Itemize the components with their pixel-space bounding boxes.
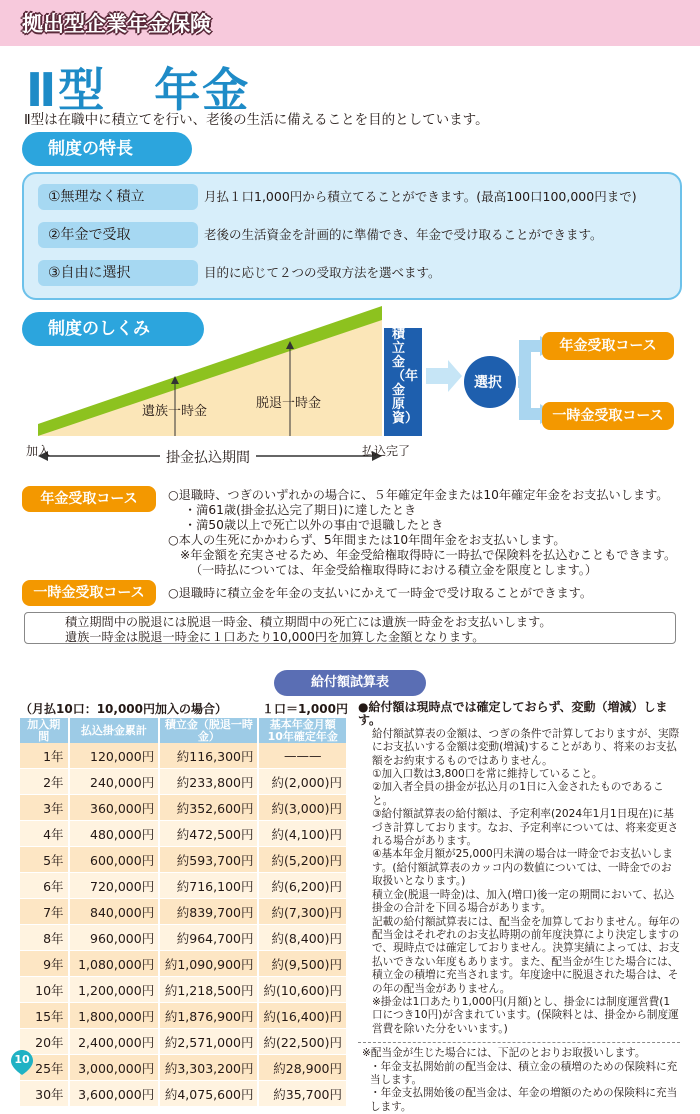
- pension-line-4: ○本人の生死にかかわらず、5年間または10年間年金をお支払いします。: [168, 533, 566, 547]
- lead-text: Ⅱ型は在職中に積立てを行い、老後の生活に備えることを目的としています。: [24, 112, 489, 128]
- feature-label-1: ①無理なく積立: [38, 184, 198, 210]
- table-cell: 約1,090,900円: [159, 951, 258, 977]
- table-cell: 約(5,200)円: [258, 847, 347, 873]
- table-header-row: [20, 718, 347, 743]
- table-cell: 約(2,000)円: [258, 769, 347, 795]
- table-cell: 1,200,000円: [69, 977, 160, 1003]
- header-pension: 基本年金月額10年確定年金: [258, 718, 347, 743]
- table-cell: 約593,700円: [159, 847, 258, 873]
- table-row: [20, 1081, 347, 1107]
- table-caption-left: （月払10口：10,000円加入の場合）: [20, 702, 228, 716]
- table-cell: 1,800,000円: [69, 1003, 160, 1029]
- table-row: [20, 873, 347, 899]
- table-cell: 7年: [20, 899, 69, 925]
- pension-course-label: 年金受取コース: [22, 486, 156, 512]
- lump-course-text: ○退職時に積立金を年金の支払いにかえて一時金で受け取ることができます。: [168, 586, 593, 600]
- features-box: [22, 172, 682, 300]
- table-cell: 約(10,600)円: [258, 977, 347, 1003]
- page-title: Ⅱ型 年金: [26, 63, 251, 117]
- pension-line-1: ○退職時、つぎのいずれかの場合に、５年確定年金または10年確定年金をお支払いします。: [168, 488, 669, 502]
- table-cell: 4年: [20, 821, 69, 847]
- pension-line-6: （一時払については、年金受給権取得時における積立金を限度とします。）: [190, 563, 598, 577]
- label-complete: 払込完了: [362, 444, 411, 458]
- feature-label-3: ③自由に選択: [38, 260, 198, 286]
- notes-lines: [358, 728, 680, 1036]
- dividend-head: ※配当金が生じた場合には、下記のとおりお取扱いします。: [362, 1047, 646, 1060]
- table-row: [20, 795, 347, 821]
- table-cell: 9年: [20, 951, 69, 977]
- note-line: ③給付額試算表の給付額は、予定利率(2024年1月1日現在)に基づき計算しております。なお、予定利率については、将来変更される場合があります。: [372, 808, 679, 848]
- table-cell: 720,000円: [69, 873, 160, 899]
- dividend-line-2: ・年金支払開始後の配当金は、年金の増額のための保険料に充当します。: [370, 1087, 678, 1113]
- table-cell: 約(6,200)円: [258, 873, 347, 899]
- notice-line-2: 遺族一時金は脱退一時金に１口あたり10,000円を加算した金額となります。: [65, 630, 485, 644]
- table-cell: 2年: [20, 769, 69, 795]
- table-cell: 240,000円: [69, 769, 160, 795]
- table-row: [20, 1003, 347, 1029]
- table-cell: 約716,100円: [159, 873, 258, 899]
- table-cell: 約(22,500)円: [258, 1029, 347, 1055]
- table-cell: 約839,700円: [159, 899, 258, 925]
- header-title: 拠出型企業年金保険: [22, 12, 211, 36]
- features-section-title: 制度の特長: [22, 132, 192, 166]
- table-cell: 約28,900円: [258, 1055, 347, 1081]
- table-cell: 2,400,000円: [69, 1029, 160, 1055]
- table-cell: 約(9,500)円: [258, 951, 347, 977]
- feature-label-2: ②年金で受取: [38, 222, 198, 248]
- table-badge: 給付額試算表: [274, 670, 426, 696]
- note-line: 給付額試算表の金額は、つぎの条件で計算しておりますが、実際にお支払いする金額は変動(増減)することがあり、将来のお支払額をお約束するものではありません。: [372, 727, 680, 767]
- to-select-arrow: [426, 360, 462, 392]
- table-cell: 3,000,000円: [69, 1055, 160, 1081]
- table-cell: 約(4,100)円: [258, 821, 347, 847]
- table-body: [20, 743, 347, 1107]
- table-row: [20, 925, 347, 951]
- table-cell: 840,000円: [69, 899, 160, 925]
- notes-divider: [358, 1042, 680, 1043]
- table-row: [20, 1029, 347, 1055]
- table-cell: 360,000円: [69, 795, 160, 821]
- label-join: 加入: [26, 444, 51, 458]
- table-cell: 約(8,400)円: [258, 925, 347, 951]
- note-line: ②加入者全員の掛金が払込月の1日に入金されたものであること。: [372, 781, 664, 807]
- table-row: [20, 847, 347, 873]
- note-line: ①加入口数は3,800口を常に維持していること。: [372, 768, 603, 781]
- table-cell: 約(16,400)円: [258, 1003, 347, 1029]
- notes-column: [358, 701, 680, 1114]
- table-cell: 約472,500円: [159, 821, 258, 847]
- table-cell: 約4,075,600円: [159, 1081, 258, 1107]
- note-line: 積立金(脱退一時金)は、加入(増口)後一定の期間において、払込掛金の合計を下回る場合があります。: [372, 888, 675, 915]
- pension-line-3: ・満50歳以上で死亡以外の事由で退職したとき: [184, 518, 444, 532]
- table-row: [20, 977, 347, 1003]
- table-cell: 約1,218,500円: [159, 977, 258, 1003]
- table-cell: 約(3,000)円: [258, 795, 347, 821]
- table-cell: 1,080,000円: [69, 951, 160, 977]
- pension-line-2: ・満61歳(掛金払込完了期日)に達したとき: [184, 503, 417, 517]
- table-cell: 8年: [20, 925, 69, 951]
- header-fund: 積立金（脱退一時金）: [159, 718, 258, 743]
- table-row: [20, 743, 347, 769]
- lump-course-label: 一時金受取コース: [22, 580, 156, 606]
- table-cell: 960,000円: [69, 925, 160, 951]
- header-paid: 払込掛金累計: [69, 718, 160, 743]
- table-cell: 3,600,000円: [69, 1081, 160, 1107]
- table-row: [20, 821, 347, 847]
- table-cell: 約233,800円: [159, 769, 258, 795]
- table-cell: 20年: [20, 1029, 69, 1055]
- notice-line-1: 積立期間中の脱退には脱退一時金、積立期間中の死亡には遺族一時金をお支払いします。: [65, 615, 552, 629]
- feature-text-2: 老後の生活資金を計画的に準備でき、年金で受け取ることができます。: [204, 227, 603, 242]
- pension-line-5: ※年金額を充実させるため、年金受給権取得時に一時払で保険料を払込むこともできます。: [180, 548, 677, 562]
- feature-text-3: 目的に応じて２つの受取方法を選べます。: [204, 265, 441, 280]
- table-row: [20, 1055, 347, 1081]
- table-cell: ———: [258, 743, 347, 769]
- label-payment-period: 掛金払込期間: [160, 447, 256, 467]
- table-row: [20, 769, 347, 795]
- table-cell: 30年: [20, 1081, 69, 1107]
- table-cell: 約3,303,200円: [159, 1055, 258, 1081]
- table-cell: 1年: [20, 743, 69, 769]
- note-line: 記載の給付額試算表には、配当金を加算しておりません。毎年の配当金はそれぞれのお支払時期の前年度決算により決定しますので、現時点では確定しておりません。決算実績によっては、お支払いできない年度もあります。また、配当金が生じた場合には、積立金の積増に充当されます。年度途中に脱退された場合は、その年の配当金がありません。: [372, 915, 680, 995]
- note-line: ※掛金は1口あたり1,000円(月額)とし、掛金には制度運営費(1口につき10円)が含まれています。(保険料とは、掛金から制度運営費を除いた分をいいます。): [372, 995, 679, 1035]
- benefit-table: [20, 718, 348, 1107]
- table-cell: 600,000円: [69, 847, 160, 873]
- notice-box: [24, 612, 676, 644]
- table-cell: 120,000円: [69, 743, 160, 769]
- select-label: 選択: [474, 375, 502, 391]
- table-cell: 3年: [20, 795, 69, 821]
- header-period: 加入期間: [20, 718, 69, 743]
- note-line: ④基本年金月額が25,000円未満の場合は一時金でお支払いします。(給付額試算表のカッコ内の数値については、一時金でのお取扱いとなります。): [372, 848, 673, 888]
- table-cell: 約352,600円: [159, 795, 258, 821]
- label-withdraw-lump: 脱退一時金: [256, 396, 322, 411]
- table-cell: 15年: [20, 1003, 69, 1029]
- table-cell: 480,000円: [69, 821, 160, 847]
- table-caption-right: １口＝1,000円: [262, 702, 348, 716]
- table-cell: 約964,700円: [159, 925, 258, 951]
- notes-head: ●給付額は現時点では確定しておらず、変動（増減）します。: [358, 700, 668, 728]
- table-cell: 約(7,300)円: [258, 899, 347, 925]
- table-cell: 約35,700円: [258, 1081, 347, 1107]
- dividend-line-1: ・年金支払開始前の配当金は、積立金の積増のための保険料に充当します。: [370, 1060, 678, 1086]
- scheme-section-title: 制度のしくみ: [22, 312, 204, 346]
- table-row: [20, 951, 347, 977]
- table-row: [20, 899, 347, 925]
- table-cell: 約2,571,000円: [159, 1029, 258, 1055]
- table-cell: 10年: [20, 977, 69, 1003]
- pension-course-text: [168, 488, 688, 578]
- table-cell: 5年: [20, 847, 69, 873]
- table-cell: 25年: [20, 1055, 69, 1081]
- feature-text-1: 月払１口1,000円から積立てることができます。(最高100口100,000円まで): [204, 189, 637, 204]
- page-number: 10: [14, 1053, 30, 1066]
- course-pension-pill: 年金受取コース: [542, 332, 674, 360]
- course-lump-pill: 一時金受取コース: [542, 402, 674, 430]
- table-cell: 約1,876,900円: [159, 1003, 258, 1029]
- table-cell: 約116,300円: [159, 743, 258, 769]
- table-cell: 6年: [20, 873, 69, 899]
- label-death-lump: 遺族一時金: [142, 404, 208, 419]
- fund-box-label: 積立金（年金原資）: [392, 327, 419, 426]
